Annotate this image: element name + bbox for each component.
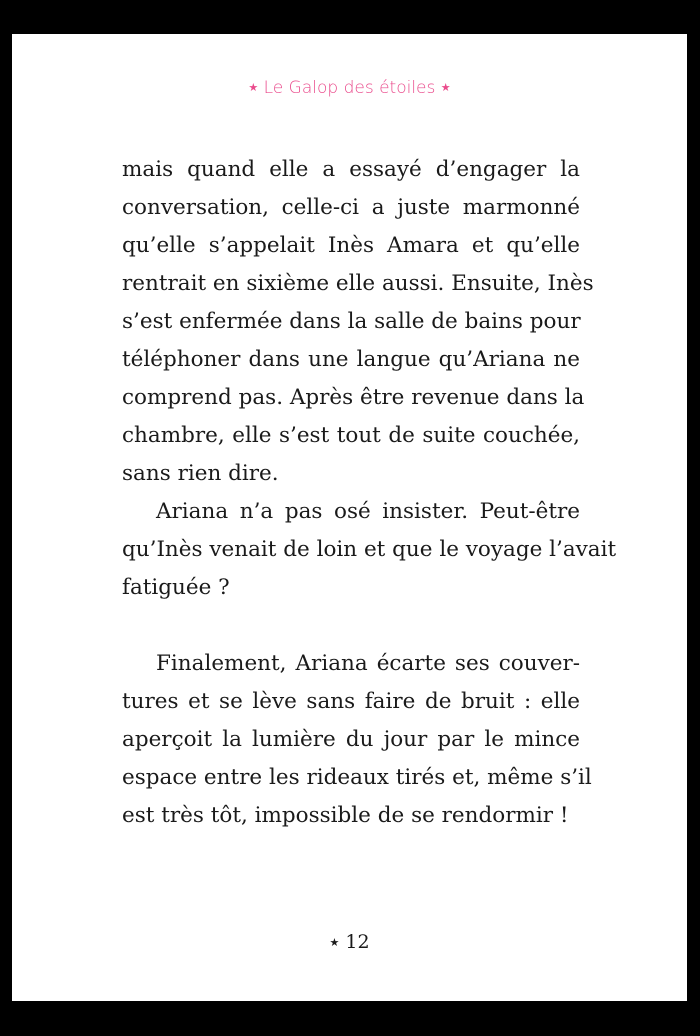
- page-number-value: 12: [345, 931, 370, 953]
- text-line: espace entre les rideaux tirés et, même s’il: [122, 765, 592, 790]
- text-line: comprend pas. Après être revenue dans la: [122, 385, 585, 410]
- text-line: mais quand elle a essayé d’engager la: [122, 157, 580, 182]
- star-icon: ★: [248, 81, 259, 94]
- text-line: qu’elle s’appelait Inès Amara et qu’elle: [122, 233, 580, 258]
- paragraph: [122, 151, 594, 493]
- text-line: téléphoner dans une langue qu’Ariana ne: [122, 347, 580, 372]
- book-title: Le Galop des étoiles: [263, 78, 436, 98]
- running-header: [12, 78, 687, 98]
- text-line: sans rien dire.: [122, 461, 279, 486]
- text-line: chambre, elle s’est tout de suite couchée,: [122, 423, 580, 448]
- paragraph-gap: [122, 607, 580, 645]
- star-icon: ★: [329, 936, 340, 949]
- star-icon: ★: [440, 81, 451, 94]
- text-line: s’est enfermée dans la salle de bains pour: [122, 309, 581, 334]
- text-line: aperçoit la lumière du jour par le mince: [122, 727, 580, 752]
- text-line: rentrait en sixième elle aussi. Ensuite, Inès: [122, 271, 594, 296]
- text-line: tures et se lève sans faire de bruit : elle: [122, 689, 580, 714]
- paragraph: [122, 645, 592, 835]
- paragraph: [122, 493, 617, 607]
- text-line: Ariana n’a pas osé insister. Peut-être: [156, 499, 580, 524]
- text-line: conversation, celle-ci a juste marmonné: [122, 195, 580, 220]
- text-line: est très tôt, impossible de se rendormir !: [122, 803, 569, 828]
- text-line: Finalement, Ariana écarte ses couver-: [156, 651, 580, 676]
- text-line: qu’Inès venait de loin et que le voyage l’avait: [122, 537, 617, 562]
- body-text: [122, 151, 617, 835]
- text-line: fatiguée ?: [122, 575, 230, 600]
- book-page: [12, 34, 687, 1001]
- page-number: [12, 931, 687, 953]
